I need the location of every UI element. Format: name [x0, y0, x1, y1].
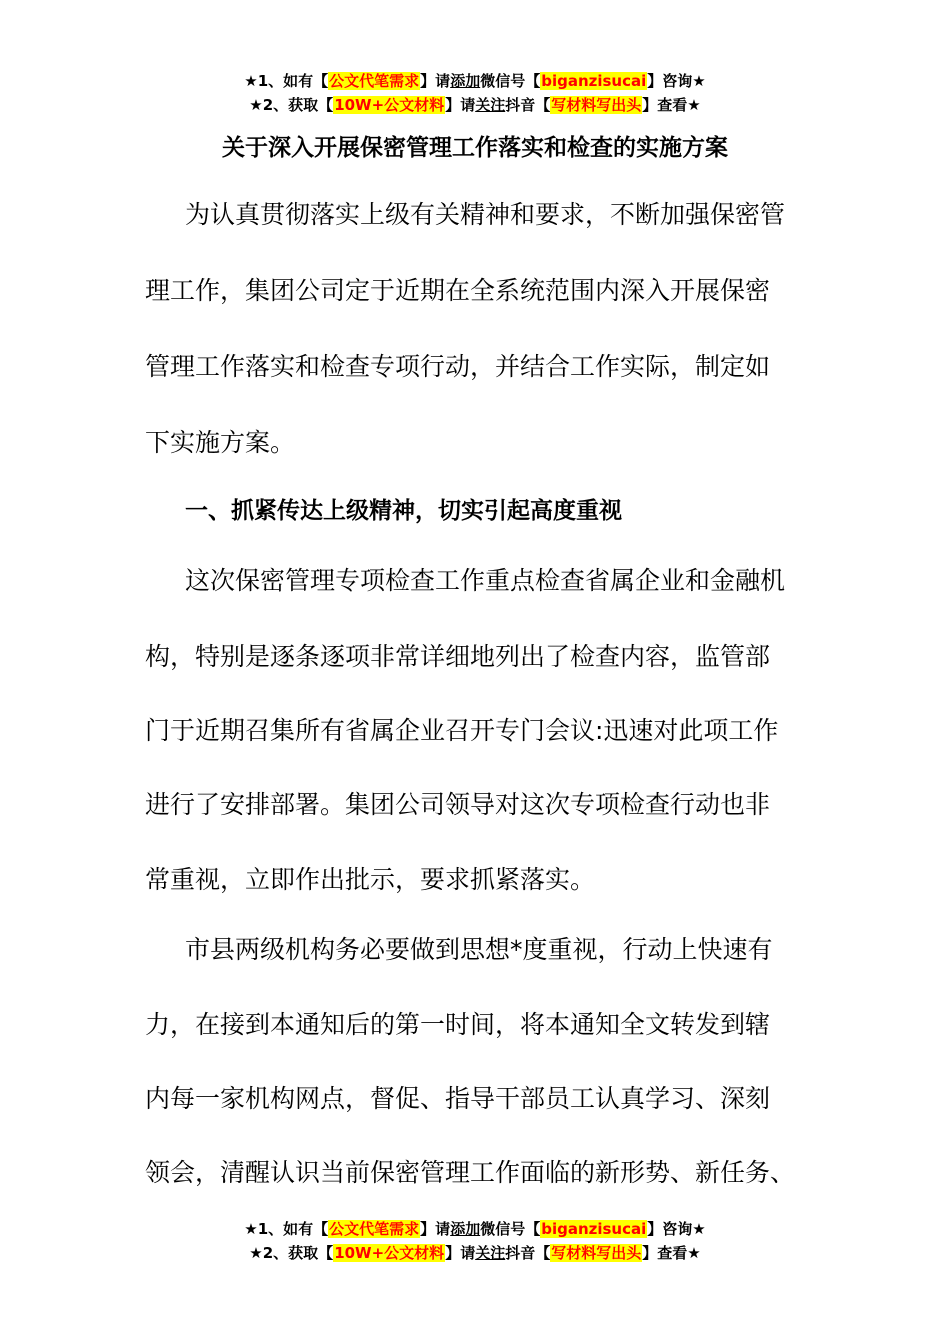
- top-banner: [0, 69, 950, 117]
- bottom-banner: [0, 1217, 950, 1265]
- section-heading: 一、抓紧传达上级精神，切实引起高度重视: [185, 498, 622, 524]
- highlight-service: 公文代笔需求: [329, 72, 420, 90]
- highlight-wechat-id: biganzisucai: [541, 1220, 647, 1238]
- paragraph-line: 常重视，立即作出批示，要求抓紧落实。: [145, 865, 596, 894]
- document-title: 关于深入开展保密管理工作落实和检查的实施方案: [222, 135, 728, 161]
- paragraph-line: 为认真贯彻落实上级有关精神和要求，不断加强保密管: [185, 200, 786, 229]
- banner-line-1: ★1、如有【公文代笔需求】请添加微信号【biganzisucai】咨询★: [244, 72, 706, 90]
- paragraph-line: 理工作，集团公司定于近期在全系统范围内深入开展保密: [145, 276, 771, 305]
- paragraph-line: 门于近期召集所有省属企业召开专门会议:迅速对此项工作: [145, 716, 779, 745]
- paragraph-line: 进行了安排部署。集团公司领导对这次专项检查行动也非: [145, 790, 771, 819]
- highlight-materials: 10W+公文材料: [334, 96, 445, 114]
- highlight-douyin-id: 写材料写出头: [551, 1244, 642, 1262]
- highlight-materials: 10W+公文材料: [334, 1244, 445, 1262]
- paragraph-line: 构，特别是逐条逐项非常详细地列出了检查内容，监管部: [145, 642, 771, 671]
- paragraph-line: 领会，清醒认识当前保密管理工作面临的新形势、新任务、: [145, 1158, 796, 1187]
- paragraph-line: 下实施方案。: [145, 428, 296, 457]
- highlight-wechat-id: biganzisucai: [541, 72, 647, 90]
- paragraph-line: 市县两级机构务必要做到思想*度重视，行动上快速有: [185, 935, 773, 964]
- banner-line-2: ★2、获取【10W+公文材料】请关注抖音【写材料写出头】查看★: [249, 96, 701, 114]
- paragraph-line: 管理工作落实和检查专项行动，并结合工作实际，制定如: [145, 352, 771, 381]
- highlight-service: 公文代笔需求: [329, 1220, 420, 1238]
- highlight-douyin-id: 写材料写出头: [551, 96, 642, 114]
- paragraph-line: 内每一家机构网点，督促、指导干部员工认真学习、深刻: [145, 1084, 771, 1113]
- paragraph-line: 力，在接到本通知后的第一时间，将本通知全文转发到辖: [145, 1010, 771, 1039]
- banner-line-2: ★2、获取【10W+公文材料】请关注抖音【写材料写出头】查看★: [249, 1244, 701, 1262]
- banner-line-1: ★1、如有【公文代笔需求】请添加微信号【biganzisucai】咨询★: [244, 1220, 706, 1238]
- paragraph-line: 这次保密管理专项检查工作重点检查省属企业和金融机: [185, 566, 786, 595]
